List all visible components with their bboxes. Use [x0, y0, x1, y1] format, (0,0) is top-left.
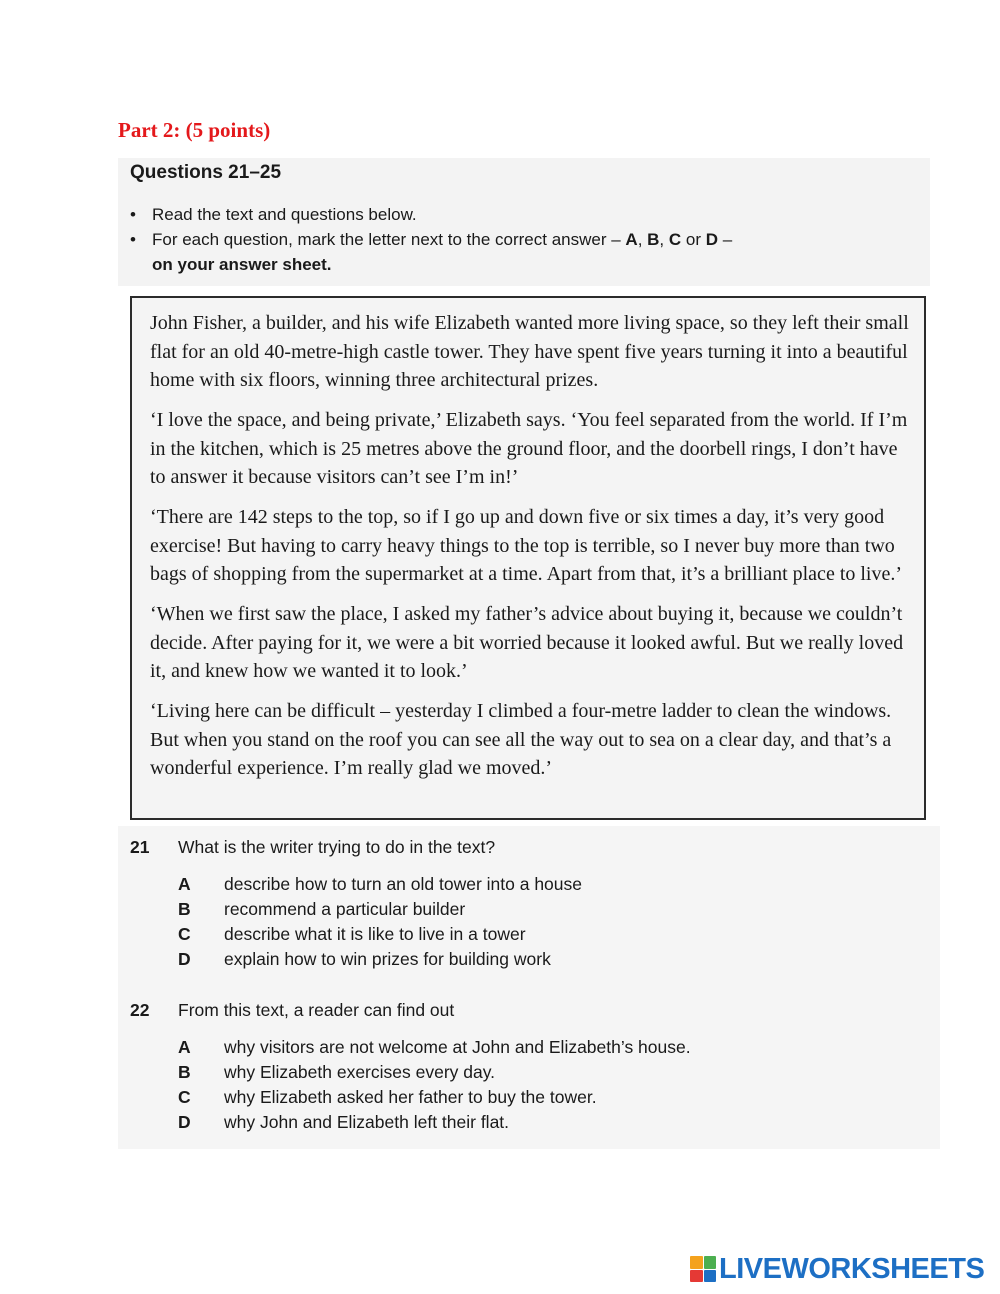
reading-passage: [130, 296, 926, 820]
bullet-icon: •: [130, 230, 136, 249]
option-letter: D: [178, 949, 191, 969]
passage-paragraph: John Fisher, a builder, and his wife Elizabeth wanted more living space, so they left their small flat for an old 40-metre-high castle tower. They have spent five years turning it into a beautiful home with six floors, winning three architectural prizes.: [150, 312, 909, 391]
question-22: [118, 997, 940, 1135]
option-letter: B: [178, 899, 191, 919]
option-a[interactable]: [118, 1035, 940, 1060]
passage-paragraph: ‘I love the space, and being private,’ Elizabeth says. ‘You feel separated from the world. If I’m in the kitchen, which is 25 metres above the ground floor, and the doorbell rings, I don’t have to answer it because visitors can’t see I’m in!’: [150, 409, 908, 488]
option-d[interactable]: [118, 947, 940, 972]
option-letter: B: [178, 1062, 191, 1082]
option-letter: D: [178, 1112, 191, 1132]
logo-text: LIVEWORKSHEETS: [719, 1252, 985, 1285]
option-letter: C: [178, 924, 191, 944]
instruction-item: [130, 227, 920, 277]
option-text: why visitors are not welcome at John and Elizabeth’s house.: [224, 1037, 691, 1057]
option-letter: A: [178, 874, 191, 894]
option-b[interactable]: [118, 897, 940, 922]
question-number: 22: [130, 999, 150, 1020]
option-text: describe how to turn an old tower into a house: [224, 874, 582, 894]
separator: ,: [659, 230, 669, 249]
option-a[interactable]: [118, 872, 940, 897]
question-number: 21: [130, 836, 150, 857]
passage-paragraph: ‘There are 142 steps to the top, so if I go up and down five or six times a day, it’s very good exercise! But having to carry heavy things to the top is terrible, so I never buy more than two bags of shopping from the supermarket at a time. Apart from that, it’s a brilliant place to live.’: [150, 506, 903, 585]
instruction-text: Read the text and questions below.: [152, 205, 417, 224]
answer-letter: D: [705, 230, 718, 249]
separator: –: [718, 230, 733, 249]
instruction-text: [152, 227, 732, 277]
bullet-icon: •: [130, 205, 136, 224]
option-text: why Elizabeth exercises every day.: [224, 1062, 496, 1082]
liveworksheets-logo-icon: [690, 1256, 716, 1282]
question-21: [118, 834, 940, 972]
option-text: why John and Elizabeth left their flat.: [224, 1112, 510, 1132]
option-letter: A: [178, 1037, 191, 1057]
option-list: [118, 872, 940, 972]
answer-letter: B: [647, 230, 660, 249]
separator: or: [681, 230, 706, 249]
instruction-text-part: For each question, mark the letter next to the correct answer –: [152, 230, 626, 249]
separator: ,: [637, 230, 648, 249]
option-list: [118, 1035, 940, 1135]
option-text: describe what it is like to live in a tower: [224, 924, 526, 944]
option-c[interactable]: [118, 922, 940, 947]
liveworksheets-logo: [690, 1252, 984, 1286]
option-b[interactable]: [118, 1060, 940, 1085]
answer-letter: A: [625, 230, 638, 249]
option-text: recommend a particular builder: [224, 899, 466, 919]
option-letter: C: [178, 1087, 191, 1107]
part-title: Part 2: (5 points): [118, 118, 271, 142]
instructions-panel: [118, 158, 930, 286]
passage-paragraph: ‘Living here can be difficult – yesterday I climbed a four-metre ladder to clean the windows. But when you stand on the roof you can see all the way out to sea on a clear day, and that’s a wonderful experience. I’m really glad we moved.’: [150, 700, 892, 779]
instruction-item: [130, 202, 920, 227]
option-c[interactable]: [118, 1085, 940, 1110]
option-text: why Elizabeth asked her father to buy the tower.: [224, 1087, 597, 1107]
option-text: explain how to win prizes for building work: [224, 949, 551, 969]
question-text: What is the writer trying to do in the text?: [178, 836, 496, 857]
question-text: From this text, a reader can find out: [178, 999, 455, 1020]
instructions-list: [130, 202, 920, 277]
answer-letter: C: [668, 230, 682, 249]
passage-paragraph: ‘When we first saw the place, I asked my father’s advice about buying it, because we couldn’t decide. After paying for it, we were a bit worried because it looked awful. But we really loved it, and knew how we wanted it to look.’: [150, 603, 904, 682]
questions-heading: Questions 21–25: [130, 162, 282, 183]
questions-panel: [118, 826, 940, 1149]
option-d[interactable]: [118, 1110, 940, 1135]
instruction-bold-end: on your answer sheet.: [152, 255, 332, 274]
